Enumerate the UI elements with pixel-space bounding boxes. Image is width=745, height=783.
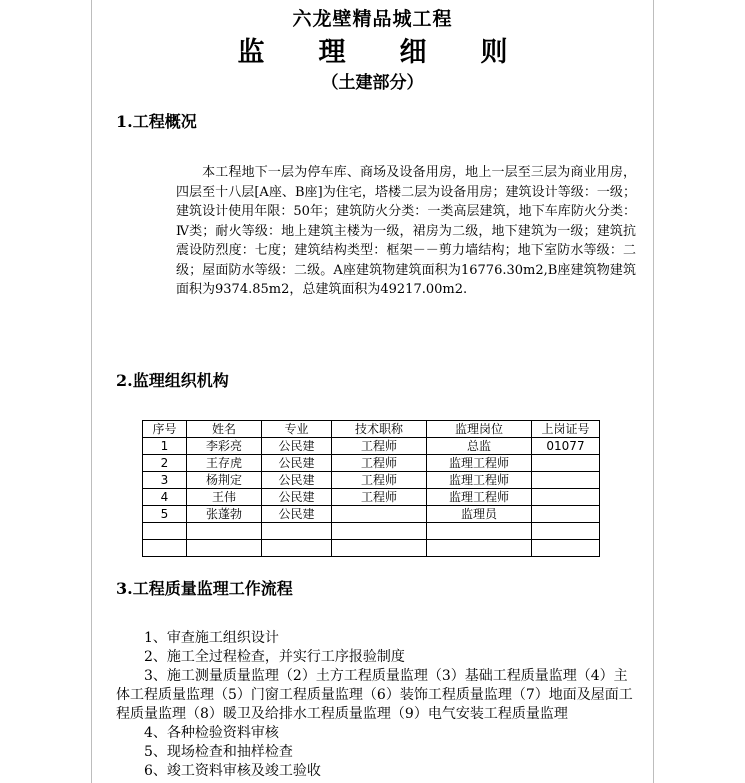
table-cell: 工程师	[332, 455, 427, 472]
table-cell	[532, 472, 600, 489]
column-header: 姓名	[187, 421, 262, 438]
table-row	[143, 506, 600, 523]
overview-text: 本工程地下一层为停车库、商场及设备用房，地上一层至三层为商业用房，四层至十八层[A座、B座]为住宅，塔楼二层为设备用房；建筑设计等级：一级；建筑设计使用年限：50年；建筑防火分类：一类高层建筑，地下车库防火分类：Ⅳ类；耐火等级：地上建筑主楼为一级，裙房为二级，地下建筑为一级；建筑抗震设防烈度：七度；建筑结构类型：框架－－剪力墙结构；地下室防水等级：二级；屋面防水等级：二级。A座建筑物建筑面积为16776.30m2,B座建筑物建筑面积为9374.85m2，总建筑面积为49217.00m2.	[176, 165, 636, 297]
document-title	[0, 30, 745, 69]
list-item: 3、施工测量质量监理（2）土方工程质量监理（3）基础工程质量监理（4）主体工程质量监理（5）门窗工程质量监理（6）装饰工程质量监理（7）地面及屋面工程质量监理（8）暖卫及给排水工程质量监理（9）电气安装工程质量监理	[116, 668, 633, 722]
table-cell	[427, 540, 532, 557]
table-cell: 公民建	[262, 489, 332, 506]
table-cell: 监理工程师	[427, 455, 532, 472]
list-item: 6、竣工资料审核及竣工验收	[144, 763, 321, 779]
table-cell: 01077	[532, 438, 600, 455]
table-cell: 监理工程师	[427, 472, 532, 489]
table-cell	[143, 523, 187, 540]
table-cell: 公民建	[262, 506, 332, 523]
table-cell	[143, 540, 187, 557]
section-heading-overview: 1.工程概况	[116, 112, 197, 131]
table-cell	[187, 523, 262, 540]
column-header: 上岗证号	[532, 421, 600, 438]
document-title-char: 监	[237, 37, 265, 68]
table-cell: 工程师	[332, 489, 427, 506]
table-cell	[427, 523, 532, 540]
list-item: 4、各种检验资料审核	[144, 725, 279, 741]
table-cell	[187, 540, 262, 557]
workflow-list	[116, 629, 636, 781]
section-heading-workflow: 3.工程质量监理工作流程	[116, 579, 293, 598]
table-row	[143, 489, 600, 506]
column-header: 序号	[143, 421, 187, 438]
table-row	[143, 540, 600, 557]
table-row	[143, 455, 600, 472]
table-cell: 王伟	[187, 489, 262, 506]
table-cell	[332, 523, 427, 540]
table-cell: 监理工程师	[427, 489, 532, 506]
table-cell	[532, 506, 600, 523]
document-subtitle: （土建部分）	[321, 73, 424, 93]
document-title-char: 理	[318, 37, 346, 68]
table-cell: 监理员	[427, 506, 532, 523]
document-title-char: 则	[480, 37, 508, 68]
project-title: 六龙壁精品城工程	[292, 8, 453, 30]
table-cell: 2	[143, 455, 187, 472]
table-cell	[262, 540, 332, 557]
table-cell: 李彩亮	[187, 438, 262, 455]
table-row	[143, 472, 600, 489]
table-cell	[532, 455, 600, 472]
table-cell: 5	[143, 506, 187, 523]
section-heading-organization: 2.监理组织机构	[116, 371, 229, 390]
table-cell: 1	[143, 438, 187, 455]
table-cell	[532, 523, 600, 540]
overview-paragraph	[176, 163, 636, 300]
page-margin-right	[653, 0, 654, 783]
table-cell: 3	[143, 472, 187, 489]
table-cell: 总监	[427, 438, 532, 455]
list-item: 5、现场检查和抽样检查	[144, 744, 293, 760]
table-cell	[262, 523, 332, 540]
table-cell: 杨荆定	[187, 472, 262, 489]
table-row	[143, 438, 600, 455]
table-cell	[332, 540, 427, 557]
table-cell: 公民建	[262, 455, 332, 472]
table-cell: 公民建	[262, 438, 332, 455]
table-cell: 工程师	[332, 438, 427, 455]
document-title-char: 细	[399, 37, 427, 68]
table-header-row	[143, 421, 600, 438]
table-cell	[532, 489, 600, 506]
table-cell	[532, 540, 600, 557]
page-margin-left	[91, 0, 92, 783]
column-header: 专业	[262, 421, 332, 438]
column-header: 技术职称	[332, 421, 427, 438]
staff-table	[142, 420, 600, 557]
table-cell: 4	[143, 489, 187, 506]
list-item: 2、施工全过程检查，并实行工序报验制度	[144, 649, 405, 665]
table-cell: 张蓬勃	[187, 506, 262, 523]
table-cell: 公民建	[262, 472, 332, 489]
table-cell: 王存虎	[187, 455, 262, 472]
table-cell	[332, 506, 427, 523]
table-row	[143, 523, 600, 540]
table-cell: 工程师	[332, 472, 427, 489]
list-item: 1、审查施工组织设计	[144, 630, 279, 646]
column-header: 监理岗位	[427, 421, 532, 438]
